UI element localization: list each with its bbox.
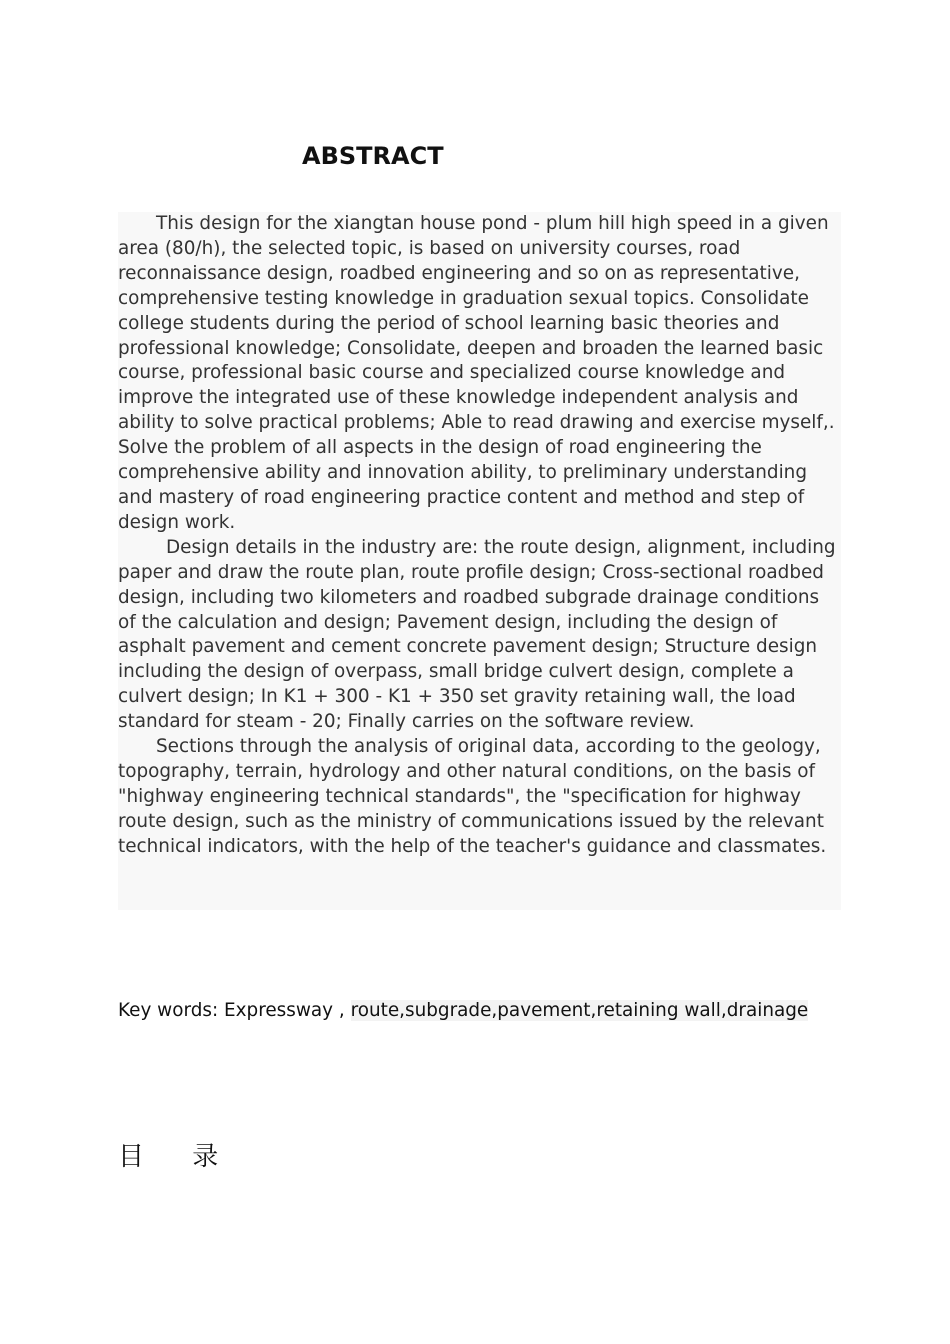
abstract-paragraph-2: Design details in the industry are: the route design, alignment, including paper and draw the route plan, route profile design; Cross-sectional roadbed design, including two kilometers and roadbed subgrade drainage conditions of the calculation and design; Pavement design, including the design of asphalt pavement and cement concrete pavement design; Structure design including the design of overpass, small bridge culvert design, complete a culvert design; In K1 + 300 - K1 + 350 set gravity retaining wall, the load standard for steam - 20; Finally carries on the software review.: [118, 536, 836, 733]
abstract-title: ABSTRACT: [302, 142, 444, 170]
abstract-body: [118, 212, 840, 860]
toc-heading: 目 录: [118, 1142, 239, 1172]
keywords-label: Key words: Expressway ,: [118, 1000, 345, 1021]
abstract-paragraph-3: Sections through the analysis of original data, according to the geology, topography, terrain, hydrology and other natural conditions, on the basis of "highway engineering technical standards", the "specification for highway route design, such as the ministry of communications issued by the relevant technical indicators, with the help of the teacher's guidance and classmates.: [118, 736, 827, 857]
keywords-values: route,subgrade,pavement,retaining wall,drainage: [350, 1000, 809, 1021]
abstract-paragraph-1: This design for the xiangtan house pond - plum hill high speed in a given area (80/h), the selected topic, is based on university courses, road reconnaissance design, roadbed engineering and so on as representative, comprehensive testing knowledge in graduation sexual topics. Consolidate college students during the period of school learning basic theories and professional knowledge; Consolidate, deepen and broaden the learned basic course, professional basic course and specialized course knowledge and improve the integrated use of these knowledge independent analysis and ability to solve practical problems; Able to read drawing and exercise myself,. Solve the problem of all aspects in the design of road engineering the comprehensive ability and innovation ability, to preliminary understanding and mastery of road engineering practice content and method and step of design work.: [118, 213, 835, 533]
keywords-line: [118, 998, 808, 1024]
